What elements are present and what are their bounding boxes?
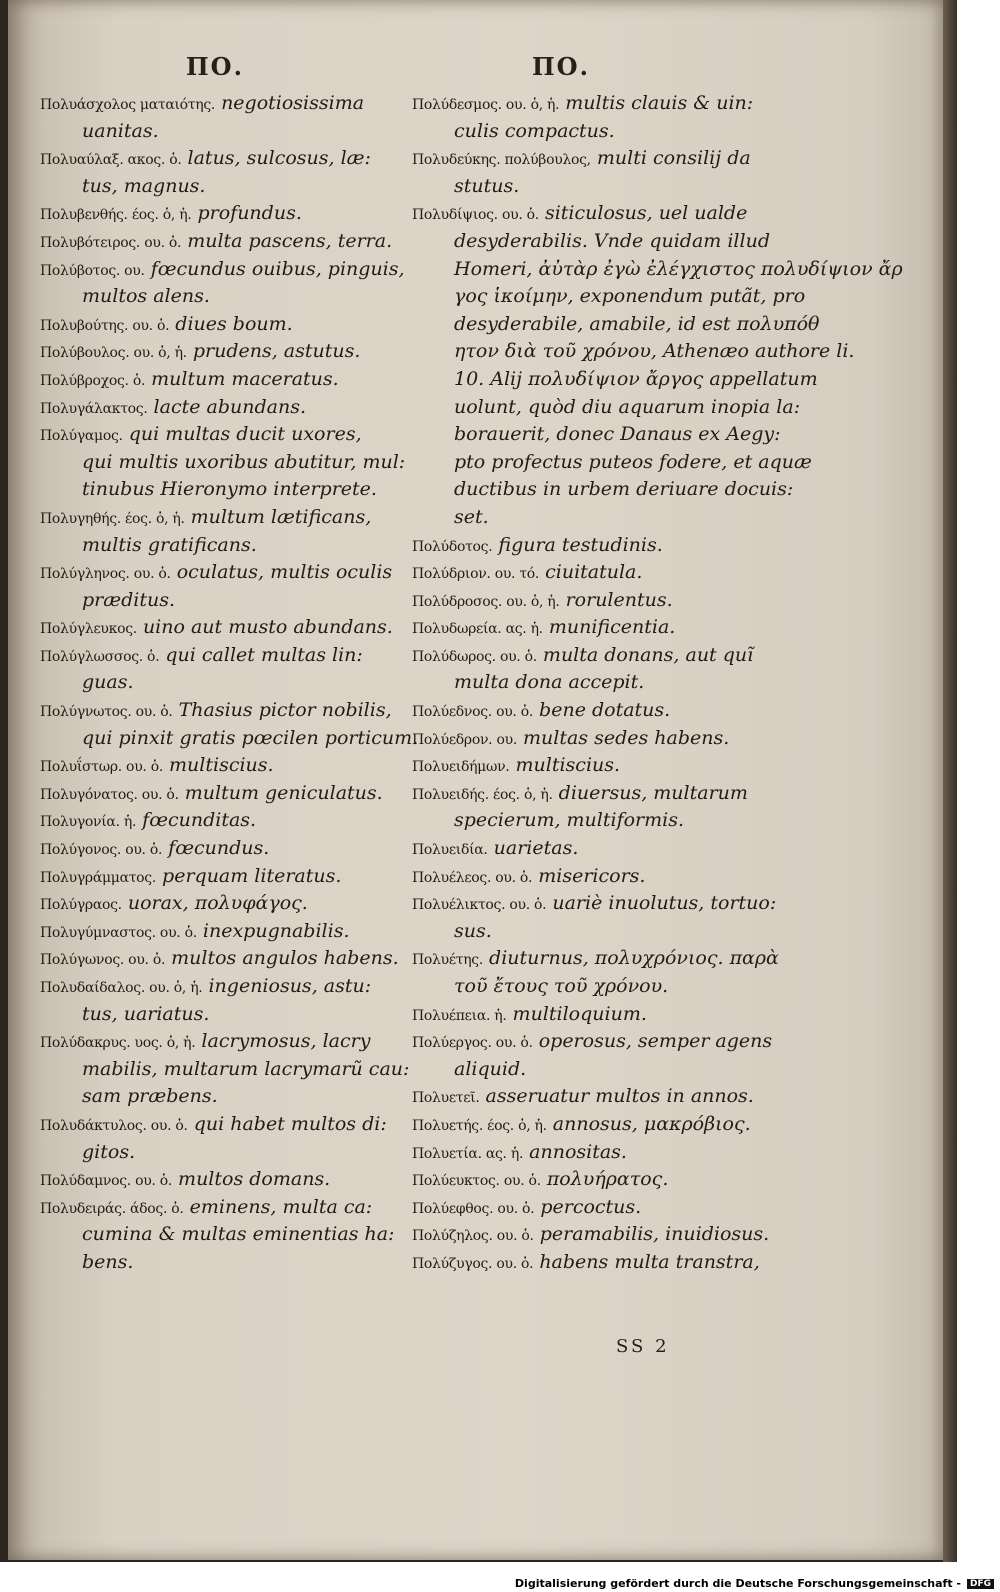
- greek-headword: Πολυέλεος. ου. ὁ.: [412, 869, 533, 886]
- dictionary-line: [412, 338, 855, 366]
- latin-gloss: rorulentus.: [559, 588, 673, 611]
- dictionary-line: [412, 1139, 772, 1167]
- latin-gloss: operosus, semper agens: [532, 1030, 773, 1053]
- latin-gloss: præditus.: [82, 588, 176, 611]
- latin-gloss: munificentia.: [542, 616, 676, 639]
- greek-headword: Πολύεφθος. ου. ὁ.: [412, 1200, 535, 1217]
- latin-gloss: sus.: [454, 919, 492, 942]
- dictionary-line: [40, 366, 400, 394]
- greek-headword: Πολυδεύκης. πολύβουλος,: [412, 152, 591, 169]
- greek-headword: Πολυαύλαξ. ακος. ὁ.: [40, 152, 182, 169]
- latin-gloss: tus, magnus.: [82, 174, 206, 197]
- dictionary-line: [412, 421, 781, 449]
- greek-headword: Πολυέλικτος. ου. ὁ.: [412, 897, 547, 914]
- latin-gloss: multis gratificans.: [82, 533, 257, 556]
- dictionary-line: [40, 1194, 400, 1222]
- running-head-right: ΠΟ.: [532, 52, 590, 81]
- latin-gloss: cumina & multas eminentias ha:: [82, 1223, 395, 1246]
- dictionary-line: [412, 366, 818, 394]
- dictionary-line: [412, 118, 772, 146]
- greek-headword: Πολυειδής. έος. ὁ, ἡ.: [412, 786, 553, 803]
- latin-gloss: qui pinxit gratis pœcilen porticum.: [82, 726, 419, 749]
- dictionary-line: [412, 1001, 772, 1029]
- greek-headword: Πολυδίψιος. ου. ὁ.: [412, 207, 539, 224]
- latin-gloss: habens multa transtra,: [533, 1250, 760, 1273]
- latin-gloss: multos angulos habens.: [165, 947, 399, 970]
- dictionary-line: [412, 890, 777, 918]
- greek-headword: Πολύγληνος. ου. ὁ.: [40, 566, 171, 583]
- latin-gloss: guas.: [82, 671, 134, 694]
- latin-gloss: multas sedes habens.: [516, 726, 730, 749]
- greek-headword: Πολύδροσος. ου. ὁ, ἡ.: [412, 593, 560, 610]
- dictionary-line: [40, 863, 400, 891]
- latin-gloss: multa pascens, terra.: [181, 229, 393, 252]
- latin-gloss: stutus.: [454, 174, 520, 197]
- dictionary-line: [40, 228, 400, 256]
- dictionary-line: [412, 780, 772, 808]
- dictionary-line: [40, 532, 400, 560]
- dictionary-line: [40, 752, 400, 780]
- greek-headword: Πολυδωρεία. ας. ἡ.: [412, 621, 543, 638]
- dictionary-line: [40, 918, 400, 946]
- book-page: [8, 0, 943, 1560]
- dictionary-line: [412, 559, 772, 587]
- latin-gloss: fœcundus ouibus, pinguis,: [144, 257, 405, 280]
- dictionary-line: [412, 200, 772, 228]
- latin-gloss: desyderabile, amabile, id est πολυπόθ: [454, 312, 820, 335]
- dictionary-line: [40, 890, 400, 918]
- dictionary-line: [40, 697, 400, 725]
- dictionary-line: [412, 394, 801, 422]
- greek-headword: Πολύεργος. ου. ὁ.: [412, 1035, 533, 1052]
- dictionary-line: [412, 752, 772, 780]
- signature-mark: SS 2: [616, 1336, 670, 1357]
- latin-gloss: Thasius pictor nobilis,: [172, 699, 392, 722]
- dictionary-line: [412, 973, 772, 1001]
- latin-gloss: borauerit, donec Danaus ex Aegy:: [454, 423, 781, 446]
- latin-gloss: negotiosissima: [215, 92, 365, 114]
- latin-gloss: set.: [454, 505, 489, 528]
- latin-gloss: ciuitatula.: [539, 561, 643, 584]
- dictionary-line: [40, 973, 400, 1001]
- dictionary-line: [40, 780, 400, 808]
- latin-gloss: lacrymosus, lacry: [195, 1030, 371, 1053]
- greek-headword: Πολυέτης.: [412, 952, 483, 969]
- greek-headword: Πολύδεσμος. ου. ὁ, ἡ.: [412, 97, 560, 113]
- dictionary-line: [412, 532, 772, 560]
- latin-gloss: multiscius.: [509, 754, 621, 777]
- greek-headword: Πολύδωρος. ου. ὁ.: [412, 648, 537, 665]
- dictionary-line: [412, 449, 812, 477]
- dictionary-line: [412, 614, 772, 642]
- dictionary-line: [40, 283, 400, 311]
- latin-gloss: uarietas.: [487, 837, 579, 860]
- footer-text: Digitalisierung gefördert durch die Deutsche Forschungsgemeinschaft -: [514, 1577, 961, 1590]
- latin-gloss: uanitas.: [82, 119, 159, 142]
- latin-gloss: 10. Alij πολυδίψιον ἄργος appellatum: [454, 367, 818, 390]
- greek-headword: Πολύγραος.: [40, 897, 122, 914]
- latin-gloss: desyderabilis. Vnde quidam illud: [454, 229, 770, 252]
- latin-gloss: multis clauis & uin:: [559, 92, 754, 114]
- greek-headword: Πολυειδήμων.: [412, 759, 510, 776]
- dictionary-line: [40, 807, 400, 835]
- dictionary-line: [412, 1111, 772, 1139]
- latin-gloss: uino aut musto abundans.: [136, 616, 393, 639]
- dictionary-line: [412, 1166, 772, 1194]
- greek-headword: Πολυδαίδαλος. ου. ὁ, ἡ.: [40, 980, 203, 996]
- latin-gloss: uariè inuolutus, tortuo:: [546, 892, 777, 915]
- dictionary-line: [40, 173, 400, 201]
- dictionary-line: [412, 256, 903, 284]
- latin-gloss: culis compactus.: [454, 119, 615, 142]
- latin-gloss: qui habet multos di:: [187, 1112, 387, 1135]
- latin-gloss: siticulosus, uel ualde: [538, 202, 748, 225]
- dictionary-line: [40, 200, 400, 228]
- latin-gloss: mabilis, multarum lacrymarũ cau:: [82, 1057, 410, 1080]
- dictionary-line: [40, 256, 405, 284]
- dictionary-line: [40, 449, 406, 477]
- latin-gloss: perquam literatus.: [156, 864, 342, 887]
- latin-gloss: πολυήρατος.: [540, 1168, 669, 1191]
- dictionary-line: [412, 1056, 772, 1084]
- latin-gloss: lacte abundans.: [147, 395, 306, 418]
- latin-gloss: profundus.: [191, 202, 302, 225]
- latin-gloss: latus, sulcosus, læ:: [181, 147, 371, 170]
- dictionary-line: [40, 559, 400, 587]
- latin-gloss: annositas.: [523, 1140, 627, 1163]
- latin-gloss: annosus, μακρόβιος.: [546, 1112, 751, 1135]
- page-edge: [943, 0, 957, 1562]
- latin-gloss: percoctus.: [534, 1195, 642, 1218]
- latin-gloss: pto profectus puteos fodere, et aquæ: [454, 450, 812, 473]
- dictionary-line: [412, 1194, 772, 1222]
- latin-gloss: prudens, astutus.: [186, 340, 361, 363]
- dictionary-line: [412, 283, 806, 311]
- latin-gloss: multa dona accepit.: [454, 671, 645, 694]
- dictionary-line: [412, 173, 772, 201]
- dictionary-line: [40, 1249, 400, 1277]
- dictionary-line: [412, 476, 794, 504]
- latin-gloss: γος ἱκοίμην, exponendum putãt, pro: [454, 285, 806, 308]
- latin-gloss: ητον διὰ τοῦ χρόνου, Athenæo authore li.: [454, 340, 855, 363]
- latin-gloss: asseruatur multos in annos.: [479, 1085, 754, 1108]
- greek-headword: Πολυγηθής. έος. ὁ, ἡ.: [40, 510, 185, 527]
- latin-gloss: specierum, multiformis.: [454, 809, 685, 832]
- dictionary-line: [40, 1139, 400, 1167]
- greek-headword: Πολύγονος. ου. ὁ.: [40, 842, 163, 859]
- greek-headword: Πολύγωνος. ου. ὁ.: [40, 952, 166, 969]
- left-column: [40, 90, 419, 1277]
- dictionary-line: [412, 725, 772, 753]
- dictionary-line: [40, 1221, 400, 1249]
- dictionary-line: [412, 1221, 772, 1249]
- greek-headword: Πολυετής. έος. ὁ, ἡ.: [412, 1117, 547, 1134]
- greek-headword: Πολυγάλακτος.: [40, 400, 148, 417]
- dictionary-line: [40, 1028, 400, 1056]
- greek-headword: Πολύβροχος. ὁ.: [40, 372, 146, 389]
- latin-gloss: multiloquium.: [506, 1002, 647, 1025]
- running-head-left: ΠΟ.: [186, 52, 244, 81]
- latin-gloss: multum maceratus.: [145, 367, 339, 390]
- latin-gloss: multum geniculatus.: [178, 781, 383, 804]
- dictionary-line: [412, 1028, 772, 1056]
- latin-gloss: inexpugnabilis.: [196, 919, 350, 942]
- dictionary-line: [40, 1001, 400, 1029]
- dictionary-line: [412, 587, 772, 615]
- greek-headword: Πολυγονία. ἡ.: [40, 814, 137, 831]
- dictionary-line: [412, 642, 772, 670]
- dictionary-line: [412, 145, 772, 173]
- latin-gloss: gitos.: [82, 1140, 136, 1163]
- dictionary-line: [412, 228, 772, 256]
- dictionary-line: [412, 863, 772, 891]
- greek-headword: Πολύδακρυς. υος. ὁ, ἡ.: [40, 1035, 196, 1052]
- dictionary-line: [40, 1056, 410, 1084]
- latin-gloss: qui multis uxoribus abutitur, mul:: [82, 450, 406, 473]
- greek-headword: Πολυγύμναστος. ου. ὁ.: [40, 924, 197, 941]
- greek-headword: Πολυγράμματος.: [40, 869, 156, 886]
- latin-gloss: bene dotatus.: [533, 699, 671, 722]
- greek-headword: Πολύεδνος. ου. ὁ.: [412, 704, 534, 721]
- latin-gloss: ductibus in urbem deriuare docuis:: [454, 478, 794, 501]
- greek-headword: Πολύβοτος. ου.: [40, 262, 145, 279]
- dictionary-line: [40, 145, 400, 173]
- dictionary-line: [412, 504, 772, 532]
- greek-headword: Πολύγλωσσος. ὁ.: [40, 648, 160, 665]
- greek-headword: Πολύγνωτος. ου. ὁ.: [40, 704, 173, 721]
- latin-gloss: tinubus Hieronymo interprete.: [82, 478, 377, 501]
- greek-headword: Πολύζηλος. ου. ὁ.: [412, 1228, 534, 1245]
- dictionary-line: [412, 1083, 772, 1111]
- latin-gloss: diues boum.: [169, 312, 293, 335]
- greek-headword: Πολυβούτης. ου. ὁ.: [40, 317, 170, 334]
- latin-gloss: multiscius.: [162, 754, 274, 777]
- dictionary-line: [40, 394, 400, 422]
- greek-headword: Πολυάσχολος ματαιότης.: [40, 97, 216, 113]
- dictionary-line: [40, 1166, 400, 1194]
- dfg-logo: DFG: [967, 1579, 994, 1589]
- latin-gloss: Homeri, ἀὐτὰρ ἐγὼ ἐλέγχιστος πολυδίψιον ἄρ: [454, 257, 903, 280]
- dictionary-line: [40, 1083, 400, 1111]
- dictionary-line: [412, 945, 779, 973]
- dictionary-line: [40, 1111, 400, 1139]
- latin-gloss: multos domans.: [172, 1168, 331, 1191]
- right-column: [412, 90, 903, 1277]
- greek-headword: Πολυβενθής. έος. ὁ, ἡ.: [40, 207, 192, 224]
- dictionary-line: [412, 1249, 772, 1277]
- latin-gloss: tus, uariatus.: [82, 1002, 210, 1025]
- dictionary-line: [412, 697, 772, 725]
- greek-headword: Πολύδαμνος. ου. ὁ.: [40, 1173, 173, 1190]
- latin-gloss: ingeniosus, astu:: [202, 975, 372, 997]
- latin-gloss: multi consilij da: [590, 147, 751, 170]
- latin-gloss: eminens, multa ca:: [183, 1195, 373, 1218]
- footer-bar: [0, 1577, 1000, 1592]
- latin-gloss: aliquid.: [454, 1057, 527, 1080]
- dictionary-line: [40, 669, 400, 697]
- greek-headword: Πολυγόνατος. ου. ὁ.: [40, 786, 179, 803]
- greek-headword: Πολύευκτος. ου. ὁ.: [412, 1173, 541, 1190]
- dictionary-line: [40, 725, 419, 753]
- dictionary-line: [412, 90, 772, 118]
- dictionary-line: [40, 642, 400, 670]
- dictionary-line: [40, 504, 400, 532]
- dictionary-line: [40, 945, 400, 973]
- greek-headword: Πολυετεῖ.: [412, 1090, 480, 1107]
- greek-headword: Πολυειδία.: [412, 842, 488, 859]
- greek-headword: Πολυέπεια. ἡ.: [412, 1007, 507, 1024]
- dictionary-line: [40, 338, 400, 366]
- greek-headword: Πολυβότειρος. ου. ὁ.: [40, 234, 182, 251]
- latin-gloss: fœcunditas.: [136, 809, 257, 832]
- latin-gloss: multum lætificans,: [184, 505, 372, 528]
- greek-headword: Πολύεδρον. ου.: [412, 731, 517, 748]
- greek-headword: Πολυετία. ας. ἡ.: [412, 1145, 524, 1162]
- dictionary-line: [40, 587, 400, 615]
- dictionary-line: [412, 918, 772, 946]
- dictionary-line: [412, 311, 820, 339]
- latin-gloss: τοῦ ἔτους τοῦ χρόνου.: [454, 975, 669, 997]
- latin-gloss: multa donans, aut quĩ: [536, 643, 754, 666]
- greek-headword: Πολύζυγος. ου. ὁ.: [412, 1255, 534, 1272]
- dictionary-line: [40, 614, 400, 642]
- dictionary-line: [40, 476, 400, 504]
- greek-headword: Πολύγαμος.: [40, 428, 123, 445]
- dictionary-line: [412, 835, 772, 863]
- greek-headword: Πολύδριον. ου. τό.: [412, 566, 540, 583]
- dictionary-line: [40, 421, 400, 449]
- latin-gloss: uorax, πολυφάγος.: [121, 892, 308, 915]
- dictionary-line: [412, 669, 772, 697]
- latin-gloss: sam præbens.: [82, 1085, 218, 1108]
- dictionary-line: [412, 807, 772, 835]
- dictionary-line: [40, 835, 400, 863]
- latin-gloss: bens.: [82, 1250, 134, 1273]
- dictionary-line: [40, 311, 400, 339]
- latin-gloss: multos alens.: [82, 285, 210, 308]
- latin-gloss: oculatus, multis oculis: [170, 561, 393, 584]
- latin-gloss: diuersus, multarum: [552, 781, 748, 804]
- latin-gloss: fœcundus.: [162, 837, 270, 860]
- dictionary-line: [40, 118, 400, 146]
- greek-headword: Πολυδειράς. άδος. ὁ.: [40, 1200, 184, 1217]
- latin-gloss: qui multas ducit uxores,: [122, 423, 362, 446]
- greek-headword: Πολύβουλος. ου. ὁ, ἡ.: [40, 345, 187, 362]
- latin-gloss: diuturnus, πολυχρόνιος. παρὰ: [483, 947, 779, 970]
- latin-gloss: peramabilis, inuidiosus.: [533, 1223, 770, 1246]
- dictionary-line: [40, 90, 400, 118]
- greek-headword: Πολυΐστωρ. ου. ὁ.: [40, 759, 163, 776]
- latin-gloss: figura testudinis.: [492, 533, 663, 556]
- latin-gloss: misericors.: [532, 864, 646, 887]
- greek-headword: Πολυδάκτυλος. ου. ὁ.: [40, 1117, 188, 1134]
- greek-headword: Πολύγλευκος.: [40, 621, 137, 638]
- greek-headword: Πολύδοτος.: [412, 538, 493, 555]
- latin-gloss: qui callet multas lin:: [159, 643, 363, 666]
- latin-gloss: uolunt, quòd diu aquarum inopia la:: [454, 395, 801, 418]
